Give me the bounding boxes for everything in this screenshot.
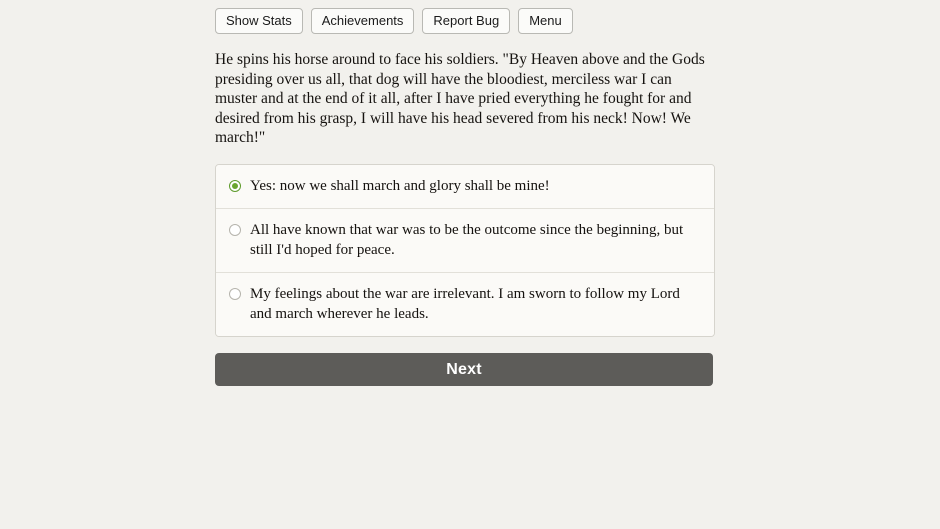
choice-label: Yes: now we shall march and glory shall be mine! bbox=[250, 177, 550, 194]
game-content bbox=[215, 8, 715, 386]
choice-label: All have known that war was to be the outcome since the beginning, but still I'd hoped for peace. bbox=[250, 222, 684, 258]
achievements-button[interactable]: Achievements bbox=[311, 8, 415, 34]
toolbar bbox=[215, 8, 715, 34]
show-stats-button[interactable]: Show Stats bbox=[215, 8, 303, 34]
report-bug-button[interactable]: Report Bug bbox=[422, 8, 510, 34]
choice-option-2[interactable] bbox=[216, 209, 714, 273]
radio-selected-icon[interactable] bbox=[229, 180, 241, 192]
choice-label: My feelings about the war are irrelevant. I am sworn to follow my Lord and march wherever he leads. bbox=[250, 286, 680, 322]
radio-icon[interactable] bbox=[229, 224, 241, 236]
choice-option-3[interactable] bbox=[216, 273, 714, 336]
radio-icon[interactable] bbox=[229, 288, 241, 300]
narrative-text: He spins his horse around to face his soldiers. "By Heaven above and the Gods presiding over us all, that dog will have the bloodiest, merciless war I can muster and at the end of it all, after I have pried everything he fought for and desired from his grasp, I will have his head severed from his neck! Now! We march!" bbox=[215, 51, 705, 146]
menu-button[interactable]: Menu bbox=[518, 8, 573, 34]
next-button[interactable]: Next bbox=[215, 353, 713, 386]
choice-option-1[interactable] bbox=[216, 165, 714, 210]
choice-list bbox=[215, 164, 715, 338]
